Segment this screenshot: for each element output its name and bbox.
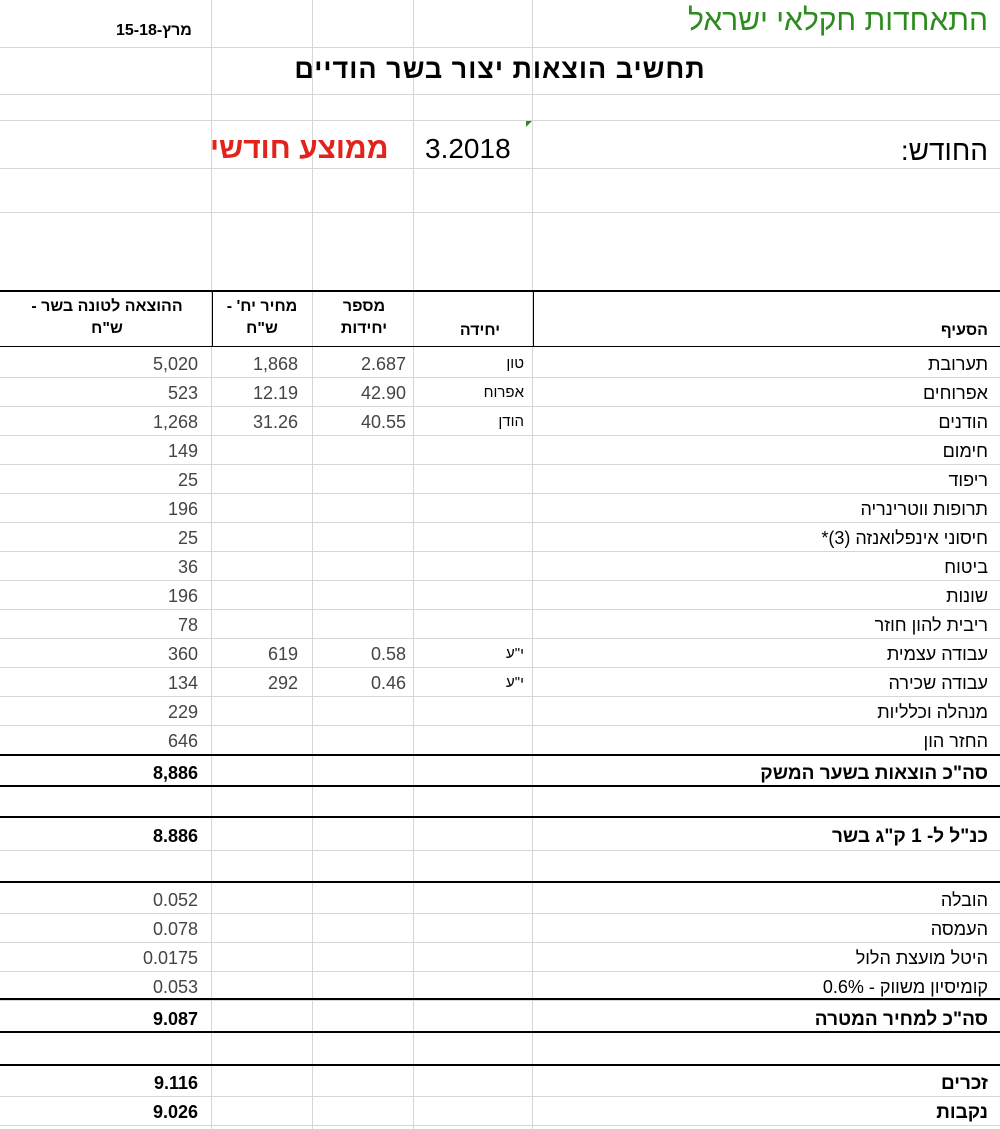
column-header-unit-price [214,296,310,340]
row-label[interactable]: אפרוחים [923,383,988,403]
month-label: החודש: [900,135,988,166]
row-label[interactable]: תרופות ווטרינריה [860,499,988,519]
section-border [0,754,1000,756]
table-row [0,638,1000,667]
org-title: התאחדות חקלאי ישראל [688,4,988,37]
row-cost[interactable]: 0.052 [152,890,198,910]
row-units-count[interactable]: 0.46 [370,673,406,693]
row-unit-price[interactable]: 31.26 [252,412,298,432]
row-cost[interactable]: 134 [167,673,198,693]
column-header-units-count [318,296,410,340]
row-cost[interactable]: 0.078 [152,919,198,939]
row-cost[interactable]: 8,886 [152,763,198,783]
row-cost[interactable]: 1,268 [152,412,198,432]
row-label[interactable]: זכרים [940,1073,988,1094]
table-row [0,551,1000,580]
row-cost[interactable]: 196 [167,586,198,606]
row-label[interactable]: היטל מועצת הלול [855,948,988,968]
header-border [0,346,1000,347]
row-label[interactable]: עבודה שכירה [888,673,988,693]
row-unit[interactable]: הודן [498,413,524,430]
row-label[interactable]: עבודה עצמית [886,644,988,664]
row-cost[interactable]: 360 [167,644,198,664]
row-units-count[interactable]: 0.58 [370,644,406,664]
section-border [0,1031,1000,1033]
row-label[interactable]: נקבות [936,1102,988,1123]
row-label[interactable]: הודנים [938,412,988,432]
row-unit-price[interactable]: 1,868 [252,354,298,374]
header-line: מספר [342,298,386,315]
section-border [0,1064,1000,1066]
row-label[interactable]: שונות [946,586,988,606]
row-units-count[interactable]: 40.55 [360,412,406,432]
row-unit[interactable]: י"ע [506,674,524,691]
table-row [0,377,1000,406]
month-value[interactable]: 3.2018 [425,133,511,164]
table-row [0,609,1000,638]
header-border [0,290,1000,292]
table-row [0,522,1000,551]
header-separator [212,290,213,347]
row-label[interactable]: העמסה [930,919,988,939]
header-line: ש"ח [91,320,123,337]
row-unit[interactable]: י"ע [506,645,524,662]
average-label: ממוצע חודשי [210,132,389,165]
row-cost[interactable]: 36 [177,557,198,577]
row-cost[interactable]: 0.053 [152,977,198,997]
section-border [0,998,1000,1000]
header-line: מחיר יח' - [226,298,298,315]
row-cost[interactable]: 149 [167,441,198,461]
column-header-item: הסעיף [940,322,988,339]
row-label[interactable]: חימום [942,441,988,461]
row-label[interactable]: סה"כ הוצאות בשער המשק [760,763,988,784]
grid-line [0,168,1000,169]
row-label[interactable]: מנהלה וכלליות [877,702,988,722]
row-label[interactable]: ריפוד [948,470,988,490]
header-line: יחידות [340,320,388,337]
row-unit-price[interactable]: 12.19 [252,383,298,403]
table-row [0,913,1000,942]
row-label[interactable]: קומיסיון משווק - 0.6% [822,977,988,997]
row-label[interactable]: החזר הון [923,731,988,751]
row-cost[interactable]: 25 [177,470,198,490]
grid-line [0,850,1000,851]
table-row [0,696,1000,725]
grid-line [0,94,1000,95]
row-cost[interactable]: 229 [167,702,198,722]
table-row [0,435,1000,464]
table-row [0,1003,1000,1032]
row-cost[interactable]: 196 [167,499,198,519]
table-row [0,757,1000,786]
table-row [0,820,1000,849]
row-units-count[interactable]: 2.687 [360,354,406,374]
header-line: ההוצאה לטונה בשר - [31,298,183,315]
row-cost[interactable]: 8.886 [152,826,198,846]
row-label[interactable]: ריבית להון חוזר [874,615,988,635]
row-unit[interactable]: אפרוח [483,384,524,401]
grid-line [0,212,1000,213]
row-label[interactable]: תערובת [927,354,988,374]
table-row [0,971,1000,1000]
row-label[interactable]: חיסוני אינפלואנזה (3)* [821,528,988,548]
grid-line [0,47,1000,48]
row-label[interactable]: סה"כ למחיר המטרה [814,1009,988,1030]
table-row [0,406,1000,435]
row-unit-price[interactable]: 619 [267,644,298,664]
row-unit-price[interactable]: 292 [267,673,298,693]
table-row [0,1067,1000,1096]
table-row [0,942,1000,971]
row-cost[interactable]: 523 [167,383,198,403]
row-units-count[interactable]: 42.90 [360,383,406,403]
table-row [0,884,1000,913]
section-border [0,816,1000,818]
row-label[interactable]: כנ"ל ל- 1 ק"ג בשר [831,826,988,847]
table-row [0,580,1000,609]
table-row [0,725,1000,754]
row-cost[interactable]: 646 [167,731,198,751]
header-line: ש"ח [246,320,278,337]
row-cost[interactable]: 25 [177,528,198,548]
row-cost[interactable]: 0.0175 [142,948,198,968]
row-unit[interactable]: טון [506,355,524,372]
table-row [0,1096,1000,1125]
row-label[interactable]: ביטוח [944,557,988,577]
table-row [0,493,1000,522]
page-title: תחשיב הוצאות יצור בשר הודיים [294,54,706,84]
column-header-unit: יחידה [459,322,501,339]
column-header-cost-per-ton [4,296,210,340]
header-separator [533,290,534,347]
table-row [0,667,1000,696]
row-cost[interactable]: 9.026 [152,1102,198,1122]
row-cost[interactable]: 78 [177,615,198,635]
row-cost[interactable]: 5,020 [152,354,198,374]
row-label[interactable]: הובלה [940,890,988,910]
table-row [0,464,1000,493]
comment-indicator-icon [526,121,532,127]
section-border [0,881,1000,883]
grid-line [0,1125,1000,1126]
row-cost[interactable]: 9.116 [153,1073,198,1093]
date-cell[interactable]: 15-מרץ-18 [116,22,192,39]
table-row [0,348,1000,377]
grid-line [0,120,1000,121]
section-border [0,785,1000,787]
row-cost[interactable]: 9.087 [152,1009,198,1029]
grid-line [0,1000,1000,1001]
